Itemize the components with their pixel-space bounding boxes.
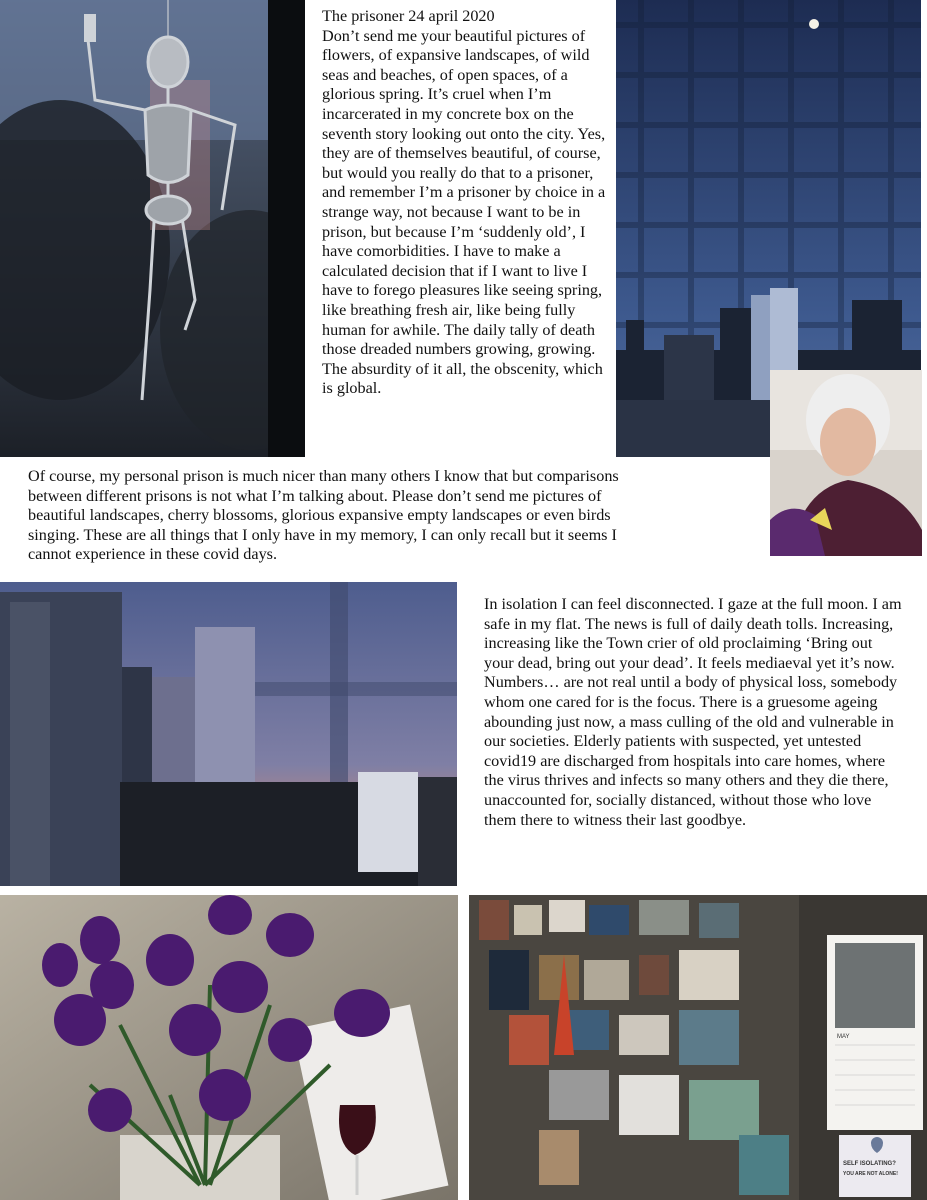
collage-wall-photo [469, 895, 927, 1200]
prisoner-text-block [322, 7, 614, 399]
paragraph-1: Don’t send me your beautiful pictures of flowers, of expansive landscapes, of wild seas and beaches, of open spaces, of a glorious spring. It’s cruel when I’m incarcerated in my concrete box on the seventh story looking out onto the city. Yes, they are of themselves beautiful, of course, but would you really do that to a prisoner, and remember I’m a prisoner by choice in a strange way, not because I want to be in prison, but because I’m ‘suddenly old’, I have comorbidities. I have to make a calculated decision that if I want to live I have to forego pleasures like seeing spring, like breathing fresh air, like being fully human for awhile. The daily tally of death those dreaded numbers growing, growing. The absurdity of it all, the obscenity, which is global. [322, 26, 606, 398]
paragraph-3: In isolation I can feel disconnected. I gaze at the full moon. I am safe in my flat. The news is full of daily death tolls. Increasing, increasing like the Town crier of old proclaiming ‘Bring out your dead, bring out your dead’. It feels mediaeval yet it’s now. Numbers… are not real until a body of physical loss, somebody whom one cared for is the focus. There is a gruesome ageing abounding just now, a mass culling of the old and vulnerable in our societies. Elderly patients with suspected, yet untested covid19 are discharged from hospitals into care homes, where the virus thrives and infects so many others and they die there, unaccounted for, socially distanced, without those who love them there to witness their last goodbye. [484, 595, 902, 829]
article-title: The prisoner 24 april 2020 [322, 7, 495, 25]
second-text-block [28, 467, 650, 565]
calendar-month-label: MAY [837, 1034, 850, 1040]
portrait-photo [770, 370, 922, 556]
tulips-photo [0, 895, 458, 1200]
poster-subheading: YOU ARE NOT ALONE! [843, 1171, 898, 1177]
paragraph-2: Of course, my personal prison is much nicer than many others I know that but comparisons between different prisons is not what I’m talking about. Please don’t send me pictures of beautiful landscapes, cherry blossoms, glorious expansive empty landscapes or even birds singing. These are all things that I only have in my memory, I can only recall but it seems I cannot experience in these covid days. [28, 467, 619, 564]
skeleton-photo [0, 0, 305, 457]
poster-heading: SELF ISOLATING? [843, 1161, 896, 1167]
dusk-city-photo [0, 582, 457, 886]
third-text-block [484, 595, 904, 830]
